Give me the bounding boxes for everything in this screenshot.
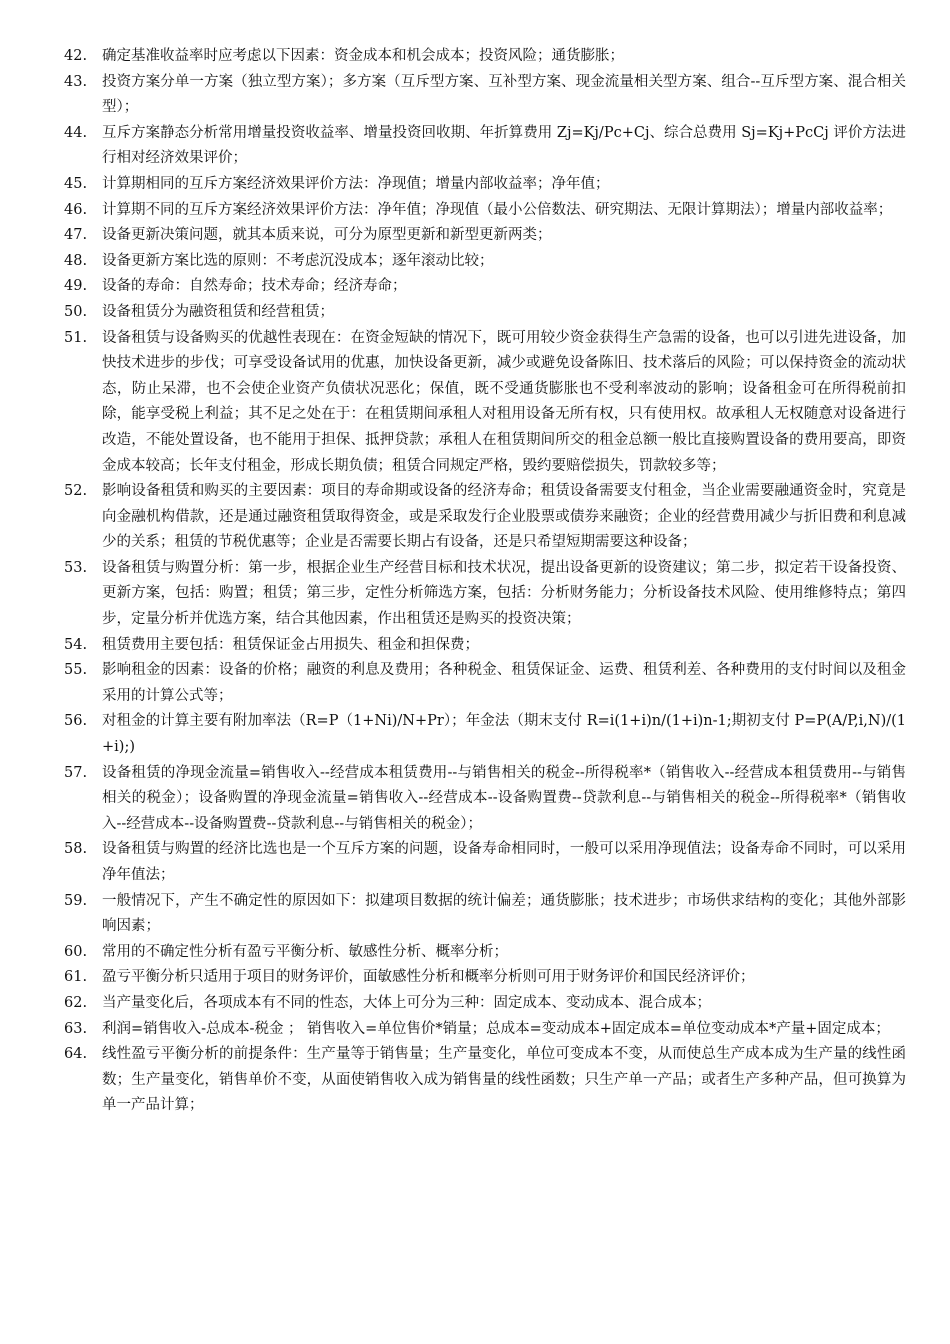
item-number: 56.: [64, 713, 88, 730]
item-number: 54.: [64, 636, 88, 653]
item-number: 59.: [64, 892, 88, 909]
item-text: 对租金的计算主要有附加率法（R=P（1+Ni)/N+Pr）；年金法（期末支付 R=i(1+i)n/(1+i)n-1;期初支付 P=P(A/P,i,N)/(1+i);): [102, 713, 906, 756]
list-item: [64, 889, 906, 940]
list-item: [64, 249, 906, 275]
list-item: [64, 121, 906, 172]
item-number: 42.: [64, 48, 88, 64]
item-number: 43.: [64, 73, 88, 90]
item-text: 设备租赁分为融资租赁和经营租赁；: [102, 303, 334, 320]
item-number: 46.: [64, 201, 88, 218]
item-text: 当产量变化后，各项成本有不同的性态，大体上可分为三种：固定成本、变动成本、混合成本；: [102, 994, 711, 1011]
item-number: 63.: [64, 1020, 88, 1037]
item-number: 58.: [64, 841, 88, 858]
list-item: [64, 991, 906, 1017]
list-item: [64, 198, 906, 224]
item-number: 44.: [64, 124, 88, 141]
list-item: [64, 837, 906, 888]
list-item: [64, 633, 906, 659]
item-text: 设备租赁与设备购买的优越性表现在：在资金短缺的情况下，既可用较少资金获得生产急需的设备，也可以引进先进设备，加快技术进步的步伐；可享受设备试用的优惠，加快设备更新，减少或避免设备陈旧、技术落后的风险；可以保持资金的流动状态，防止呆滞，也不会使企业资产负债状况恶化；保值，既不受通货膨胀也不受利率波动的影响；设备租金可在所得税前扣除，能享受税上利益；其不足之处在于：在租赁期间承租人对租用设备无所有权，只有使用权。故承租人无权随意对设备进行改造，不能处置设备，也不能用于担保、抵押贷款；承租人在租赁期间所交的租金总额一般比直接购置设备的费用要高，即资金成本较高；长年支付租金，形成长期负债；租赁合同规定严格，毁约要赔偿损失，罚款较多等；: [102, 329, 906, 474]
item-text: 影响设备租赁和购买的主要因素：项目的寿命期或设备的经济寿命；租赁设备需要支付租金，当企业需要融通资金时，究竟是向金融机构借款，还是通过融资租赁取得资金，或是采取发行企业股票或债券来融资；企业的经营费用减少与折旧费和利息减少的关系；租赁的节税优惠等；企业是否需要长期占有设备，还是只希望短期需要这种设备；: [102, 483, 906, 551]
item-number: 49.: [64, 278, 88, 295]
item-text: 影响租金的因素：设备的价格；融资的利息及费用；各种税金、租赁保证金、运费、租赁利差、各种费用的支付时间以及租金采用的计算公式等；: [102, 662, 906, 704]
list-item: [64, 1017, 906, 1043]
item-text: 设备租赁与购置的经济比选也是一个互斥方案的问题，设备寿命相同时，一般可以采用净现值法；设备寿命不同时，可以采用净年值法；: [102, 841, 906, 883]
list-item: [64, 70, 906, 121]
list-item: [64, 709, 906, 760]
item-text: 互斥方案静态分析常用增量投资收益率、增量投资回收期、年折算费用 Zj=Kj/Pc+Cj、综合总费用 Sj=Kj+PcCj 评价方法进行相对经济效果评价；: [102, 124, 906, 167]
item-text: 计算期不同的互斥方案经济效果评价方法：净年值；净现值（最小公倍数法、研究期法、无限计算期法）；增量内部收益率；: [102, 201, 893, 218]
list-item: [64, 479, 906, 556]
item-text: 投资方案分单一方案（独立型方案）；多方案（互斥型方案、互补型方案、现金流量相关型方案、组合--互斥型方案、混合相关型）；: [102, 73, 906, 116]
item-text: 设备更新决策问题，就其本质来说，可分为原型更新和新型更新两类；: [102, 227, 552, 244]
list-item: [64, 761, 906, 838]
item-number: 51.: [64, 329, 88, 346]
list-item: [64, 940, 906, 966]
list-item: [64, 300, 906, 326]
list-item: [64, 172, 906, 198]
item-text: 线性盈亏平衡分析的前提条件：生产量等于销售量；生产量变化，单位可变成本不变，从而使总生产成本成为生产量的线性函数；生产量变化，销售单价不变，从面使销售收入成为销售量的线性函数；只生产单一产品；或者生产多种产品，但可换算为单一产品计算；: [102, 1046, 906, 1114]
item-text: 设备租赁的净现金流量=销售收入--经营成本租赁费用--与销售相关的税金--所得税率*（销售收入--经营成本租赁费用--与销售相关的税金）；设备购置的净现金流量=销售收入--经营成本--设备购置费--贷款利息--与销售相关的税金--所得税率*（销售收入--经营成本--设备购置费--贷款利息--与销售相关的税金）；: [102, 764, 906, 832]
list-item: [64, 326, 906, 480]
list-item: [64, 658, 906, 709]
item-number: 48.: [64, 252, 88, 269]
item-number: 64.: [64, 1046, 88, 1063]
item-number: 55.: [64, 662, 88, 679]
item-text: 设备租赁与购置分析：第一步，根据企业生产经营目标和技术状况，提出设备更新的设资建议；第二步，拟定若干设备投资、更新方案，包括：购置；租赁；第三步，定性分析筛选方案，包括：分析财务能力；分析设备技术风险、使用维修特点；第四步，定量分析并优选方案，结合其他因素，作出租赁还是购买的投资决策；: [102, 559, 906, 628]
item-number: 47.: [64, 227, 88, 244]
item-text: 计算期相同的互斥方案经济效果评价方法：净现值；增量内部收益率；净年值；: [102, 175, 610, 192]
list-item: [64, 1042, 906, 1119]
list-item: [64, 274, 906, 300]
item-number: 53.: [64, 559, 88, 576]
item-text: 租赁费用主要包括：租赁保证金占用损失、租金和担保费；: [102, 636, 479, 653]
item-number: 61.: [64, 969, 88, 986]
item-text: 一般情况下，产生不确定性的原因如下：拟建项目数据的统计偏差；通货膨胀；技术进步；市场供求结构的变化；其他外部影响因素；: [102, 892, 906, 935]
list-item: [64, 223, 906, 249]
numbered-list: [64, 44, 906, 1119]
item-number: 60.: [64, 943, 88, 960]
item-text: 盈亏平衡分析只适用于项目的财务评价，面敏感性分析和概率分析则可用于财务评价和国民经济评价；: [102, 969, 755, 986]
list-item: [64, 965, 906, 991]
item-text: 利润=销售收入-总成本-税金 ； 销售收入=单位售价*销量；总成本=变动成本+固定成本=单位变动成本*产量+固定成本；: [102, 1020, 890, 1037]
item-number: 50.: [64, 303, 88, 320]
item-text: 确定基准收益率时应考虑以下因素：资金成本和机会成本；投资风险；通货膨胀；: [102, 48, 624, 64]
item-text: 设备更新方案比选的原则：不考虑沉没成本；逐年滚动比较；: [102, 252, 494, 269]
item-number: 52.: [64, 483, 88, 500]
item-text: 设备的寿命：自然寿命；技术寿命；经济寿命；: [102, 278, 407, 295]
item-text: 常用的不确定性分析有盈亏平衡分析、敏感性分析、概率分析；: [102, 943, 508, 960]
item-number: 45.: [64, 175, 88, 192]
item-number: 62.: [64, 994, 88, 1011]
item-number: 57.: [64, 764, 88, 781]
list-item: [64, 44, 906, 70]
list-item: [64, 556, 906, 633]
